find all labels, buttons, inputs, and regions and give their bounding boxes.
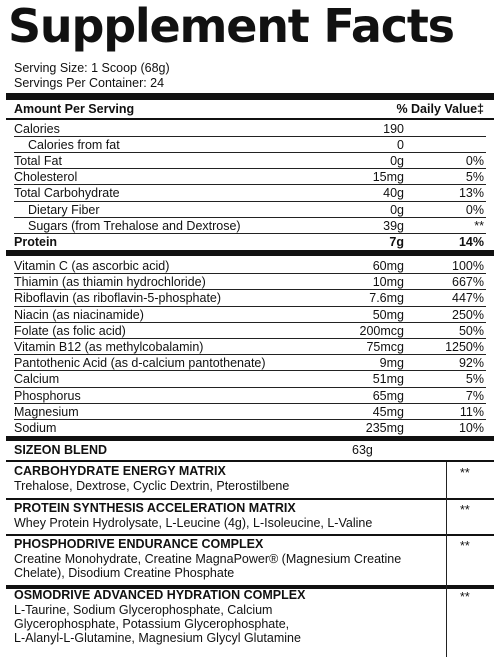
complex-ingredients: Trehalose, Dextrose, Cyclic Dextrin, Pterostilbene: [14, 479, 290, 493]
complex-name: CARBOHYDRATE ENERGY MATRIX: [14, 464, 226, 478]
nutrient-daily-value: 11%: [459, 404, 484, 419]
nutrient-daily-value: 7%: [465, 388, 484, 403]
nutrient-name: Pantothenic Acid (as d-calcium pantothenate): [14, 356, 266, 371]
nutrient-daily-value: 100%: [452, 259, 484, 273]
nutrient-row: [14, 153, 486, 169]
complex-ingredients: Glycerophosphate, Potassium Glycerophosphate,: [14, 617, 290, 631]
servings-per-container: Servings Per Container: 24: [14, 76, 165, 90]
panel-title: Supplement Facts: [8, 0, 454, 53]
nutrient-row: [14, 323, 486, 339]
nutrient-name: Calcium: [14, 372, 60, 387]
nutrient-name: Total Carbohydrate: [14, 186, 120, 201]
complex-name: OSMODRIVE ADVANCED HYDRATION COMPLEX: [14, 588, 306, 602]
nutrient-amount: 7.6mg: [369, 291, 404, 306]
nutrient-daily-value: 447%: [452, 291, 484, 306]
nutrient-amount: 65mg: [372, 388, 404, 403]
complex-ingredients: Chelate), Disodium Creatine Phosphate: [14, 566, 235, 580]
nutrient-row: [14, 404, 486, 420]
nutrient-row: [14, 371, 486, 387]
complex-daily-value: **: [460, 466, 470, 480]
nutrient-daily-value: 0%: [465, 202, 484, 217]
nutrient-name: Vitamin C (as ascorbic acid): [14, 259, 170, 273]
nutrient-amount: 75mcg: [366, 340, 404, 354]
nutrient-name: Sodium: [14, 421, 57, 435]
nutrient-daily-value: 14%: [458, 234, 484, 249]
nutrient-name: Calories: [14, 122, 60, 136]
nutrient-row: [14, 307, 486, 323]
nutrient-daily-value: 92%: [458, 356, 484, 371]
nutrient-name: Thiamin (as thiamin hydrochloride): [14, 275, 206, 290]
nutrient-row: [14, 290, 486, 306]
complex-daily-value: **: [460, 590, 470, 604]
nutrient-row: [14, 137, 486, 153]
complex-ingredients: Creatine Monohydrate, Creatine MagnaPower® (Magnesium Creatine: [14, 552, 402, 566]
nutrient-row: [14, 274, 486, 290]
nutrient-name: Total Fat: [14, 154, 62, 169]
supplement-facts-panel: [6, 0, 494, 657]
nutrient-row: [14, 185, 486, 201]
nutrient-name: Folate (as folic acid): [14, 323, 126, 338]
nutrient-amount: 0: [397, 138, 404, 153]
nutrient-daily-value: 50%: [458, 323, 484, 338]
nutrient-row: [14, 339, 486, 355]
nutrient-amount: 235mg: [365, 421, 404, 435]
nutrient-daily-value: 5%: [465, 372, 484, 387]
nutrient-row: [14, 388, 486, 404]
complex-name: PHOSPHODRIVE ENDURANCE COMPLEX: [14, 537, 264, 551]
nutrient-name: Cholesterol: [14, 170, 78, 185]
amount-per-serving-label: Amount Per Serving: [14, 102, 135, 116]
nutrient-daily-value: 10%: [458, 421, 484, 435]
protein-rule: [6, 250, 494, 256]
nutrient-amount: 15mg: [372, 170, 404, 185]
nutrient-amount: 200mcg: [359, 323, 404, 338]
nutrient-daily-value: 0%: [465, 154, 484, 169]
nutrient-row: [14, 258, 486, 274]
nutrient-amount: 10mg: [372, 275, 404, 290]
nutrient-amount: 60mg: [372, 259, 404, 273]
thick-rule: [6, 93, 494, 100]
nutrient-amount: 9mg: [379, 356, 404, 371]
column-divider: [446, 462, 447, 657]
header-rule: [6, 118, 494, 120]
nutrient-row: [14, 121, 486, 137]
nutrient-name: Protein: [14, 234, 58, 249]
blend-name: SIZEON BLEND: [14, 443, 108, 457]
nutrient-daily-value: 1250%: [445, 340, 484, 354]
nutrient-amount: 45mg: [372, 404, 404, 419]
nutrient-row: [14, 420, 486, 436]
nutrient-amount: 7g: [389, 234, 404, 249]
nutrient-row: [14, 169, 486, 185]
nutrient-name: Riboflavin (as riboflavin-5-phosphate): [14, 291, 222, 306]
nutrient-name: Dietary Fiber: [28, 202, 100, 217]
complex-rule: [6, 534, 494, 536]
column-header: [14, 102, 486, 116]
nutrient-daily-value: **: [474, 218, 484, 233]
nutrient-amount: 0g: [390, 154, 404, 169]
complex-ingredients: L-Alanyl-L-Glutamine, Magnesium Glycyl Glutamine: [14, 631, 301, 645]
serving-size: Serving Size: 1 Scoop (68g): [14, 61, 170, 75]
nutrient-daily-value: 667%: [452, 275, 484, 290]
blend-amount: 63g: [352, 443, 373, 457]
nutrient-amount: 50mg: [372, 307, 404, 322]
nutrient-name: Phosphorus: [14, 388, 81, 403]
nutrient-name: Calories from fat: [28, 138, 120, 153]
daily-value-label: % Daily Value‡: [396, 102, 484, 116]
complex-name: PROTEIN SYNTHESIS ACCELERATION MATRIX: [14, 501, 296, 515]
complex-rule: [6, 498, 494, 500]
nutrient-row: [14, 355, 486, 371]
nutrient-amount: 40g: [383, 186, 404, 201]
complex-daily-value: **: [460, 503, 470, 517]
nutrient-name: Niacin (as niacinamide): [14, 307, 144, 322]
nutrient-amount: 0g: [390, 202, 404, 217]
nutrient-daily-value: 13%: [458, 186, 484, 201]
nutrient-row: [14, 218, 486, 234]
nutrient-daily-value: 250%: [452, 307, 484, 322]
nutrient-amount: 51mg: [372, 372, 404, 387]
nutrient-name: Sugars (from Trehalose and Dextrose): [28, 218, 241, 233]
nutrient-amount: 39g: [383, 218, 404, 233]
complex-ingredients: L-Taurine, Sodium Glycerophosphate, Calcium: [14, 603, 273, 617]
complex-daily-value: **: [460, 539, 470, 553]
blend-rule: [6, 460, 494, 462]
complex-ingredients: Whey Protein Hydrolysate, L-Leucine (4g), L-Isoleucine, L-Valine: [14, 516, 373, 530]
nutrient-amount: 190: [383, 122, 404, 136]
nutrient-daily-value: 5%: [465, 170, 484, 185]
nutrient-row: [14, 234, 486, 250]
nutrient-name: Magnesium: [14, 404, 79, 419]
nutrient-name: Vitamin B12 (as methylcobalamin): [14, 340, 204, 354]
vitamin-rule: [6, 436, 494, 441]
nutrient-row: [14, 202, 486, 218]
